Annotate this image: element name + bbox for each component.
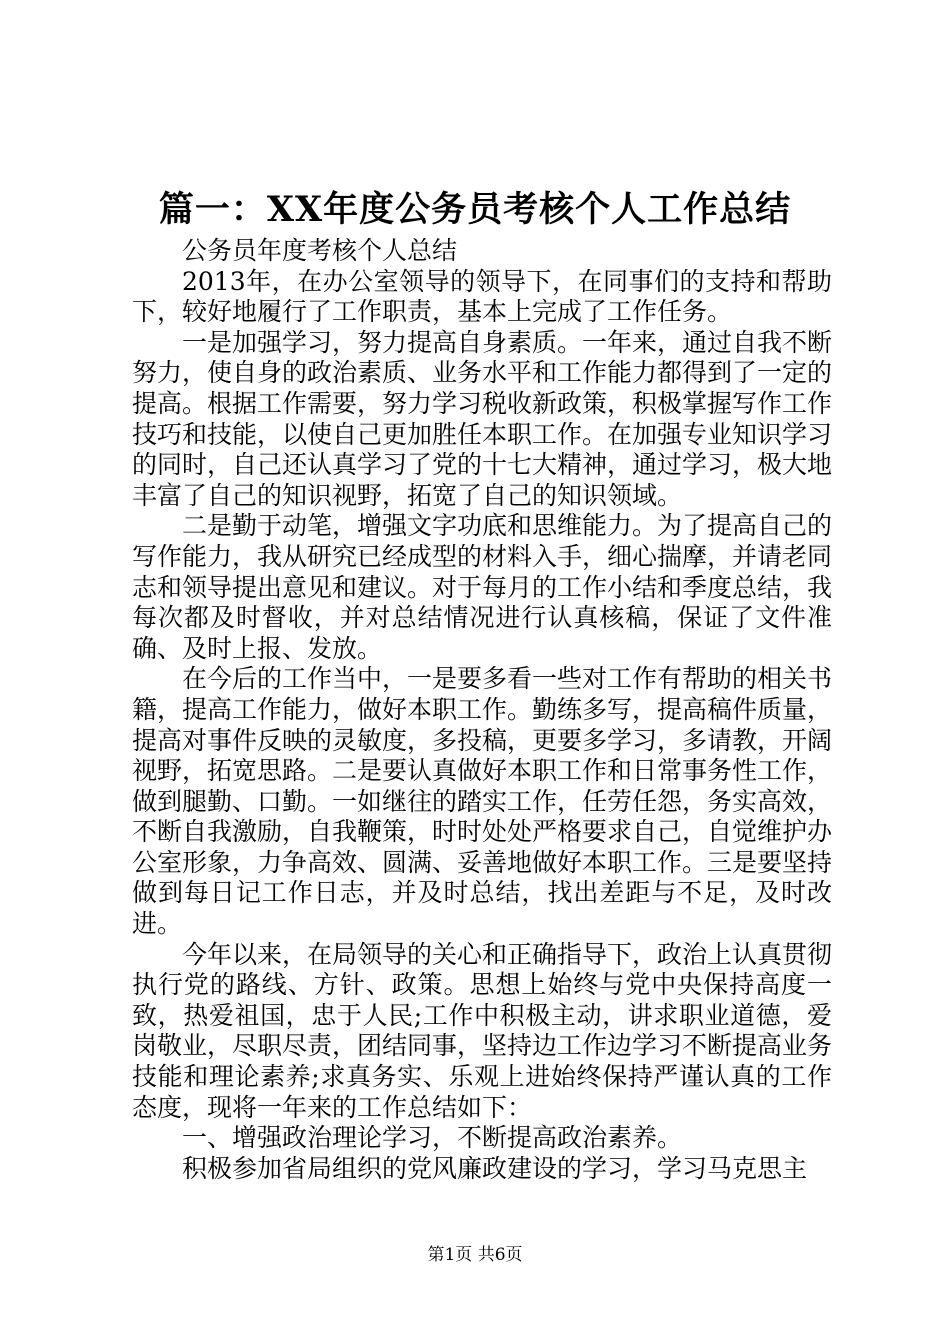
page-indicator: 第1页 共6页 <box>427 1245 523 1265</box>
paragraph-party-study: 积极参加省局组织的党风廉政建设的学习，学习马克思主 <box>182 1153 808 1183</box>
paragraph-study: 一是加强学习，努力提高自身素质。一年来，通过自我不断努力，使自身的政治素质、业务水平和工作能力都得到了一定的提高。根据工作需要，努力学习税收新政策，积极掌握写作工作技巧和技能，以使自己更加胜任本职工作。在加强专业知识学习的同时，自己还认真学习了党的十七大精神，通过学习，极大地丰富了自己的知识视野，拓宽了自己的知识领域。 <box>132 327 833 510</box>
document-body <box>132 236 832 1184</box>
paragraph-subtitle: 公务员年度考核个人总结 <box>182 236 458 265</box>
paragraph-future-work: 在今后的工作当中，一是要多看一些对工作有帮助的相关书籍，提高工作能力，做好本职工作。勤练多写，提高稿件质量，提高对事件反映的灵敏度，多投稿，更要多学习，多请教，开阔视野，拓宽思路。二是要认真做好本职工作和日常事务性工作，做到腿勤、口勤。一如继往的踏实工作，任劳任怨，务实高效，不断自我激励，自我鞭策，时时处处严格要求自己，自觉维护办公室形象，力争高效、圆满、妥善地做好本职工作。三是要坚持做到每日记工作日志，并及时总结，找出差距与不足，及时改进。 <box>132 664 833 939</box>
paragraph-section-heading: 一、增强政治理论学习，不断提高政治素养。 <box>182 1123 683 1153</box>
paragraph-writing: 二是勤于动笔，增强文字功底和思维能力。为了提高自己的写作能力，我从研究已经成型的材料入手，细心揣摩，并请老同志和领导提出意见和建议。对于每月的工作小结和季度总结，我每次都及时督收，并对总结情况进行认真核稿，保证了文件准确、及时上报、发放。 <box>132 511 833 663</box>
paragraph-this-year: 今年以来，在局领导的关心和正确指导下，政治上认真贯彻执行党的路线、方针、政策。思想上始终与党中央保持高度一致，热爱祖国，忠于人民;工作中积极主动，讲求职业道德，爱岗敬业，尽职尽责，团结同事，坚持边工作边学习不断提高业务技能和理论素养;求真务实、乐观上进始终保持严谨认真的工作态度，现将一年来的工作总结如下： <box>132 939 833 1122</box>
document-title: 篇一：XX年度公务员考核个人工作总结 <box>158 189 792 230</box>
paragraph-intro: 2013年，在办公室领导的领导下，在同事们的支持和帮助下，较好地履行了工作职责，基本上完成了工作任务。 <box>132 266 832 327</box>
